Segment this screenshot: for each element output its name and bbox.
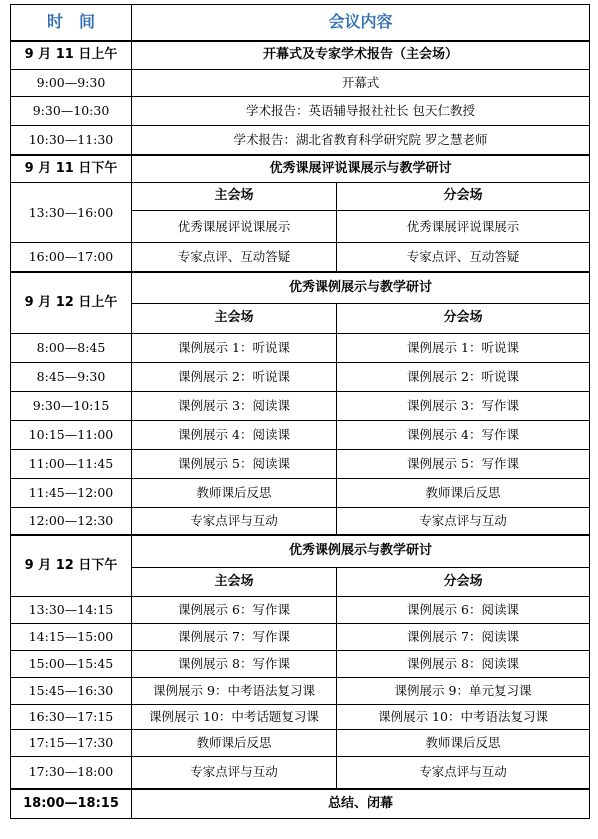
- schedule-row: [11, 597, 590, 624]
- schedule-table: [10, 4, 590, 819]
- schedule-row: [11, 126, 590, 155]
- content-header: 会议内容: [132, 5, 590, 41]
- session-title: 开幕式及专家学术报告（主会场）: [132, 41, 590, 70]
- schedule-row: [11, 334, 590, 363]
- branch-venue-cell: 课例展示 10：中考语法复习课: [337, 705, 590, 730]
- time-cell: 13:30—14:15: [11, 597, 132, 624]
- venue-row: [11, 183, 590, 211]
- time-cell: 11:45—12:00: [11, 479, 132, 508]
- schedule-row: [11, 651, 590, 678]
- time-cell: 10:15—11:00: [11, 421, 132, 450]
- session-label: 9 月 11 日上午: [11, 41, 132, 70]
- schedule-row: [11, 243, 590, 272]
- main-venue-cell: 专家点评、互动答疑: [132, 243, 337, 272]
- main-venue-cell: 课例展示 9：中考语法复习课: [132, 678, 337, 705]
- session-label: 9 月 11 日下午: [11, 155, 132, 183]
- schedule-row: [11, 705, 590, 730]
- branch-venue-cell: 专家点评与互动: [337, 508, 590, 535]
- time-cell: 15:45—16:30: [11, 678, 132, 705]
- branch-venue-cell: 课例展示 5：写作课: [337, 450, 590, 479]
- schedule-row: [11, 421, 590, 450]
- schedule-row: [11, 363, 590, 392]
- content-cell: 学术报告：英语辅导报社社长 包天仁教授: [132, 97, 590, 126]
- branch-venue-cell: 专家点评、互动答疑: [337, 243, 590, 272]
- main-venue-cell: 优秀课展评说课展示: [132, 211, 337, 243]
- time-cell: 14:15—15:00: [11, 624, 132, 651]
- branch-venue-header: 分会场: [337, 568, 590, 597]
- session-title-row: [11, 41, 590, 70]
- branch-venue-cell: 课例展示 7：阅读课: [337, 624, 590, 651]
- branch-venue-cell: 课例展示 8：阅读课: [337, 651, 590, 678]
- main-venue-cell: 教师课后反思: [132, 479, 337, 508]
- branch-venue-cell: 课例展示 4：写作课: [337, 421, 590, 450]
- session-title-row: [11, 272, 590, 304]
- schedule-row: [11, 450, 590, 479]
- main-venue-cell: 课例展示 5：阅读课: [132, 450, 337, 479]
- branch-venue-cell: 教师课后反思: [337, 479, 590, 508]
- branch-venue-cell: 课例展示 6：阅读课: [337, 597, 590, 624]
- header-row: [11, 5, 590, 41]
- main-venue-cell: 课例展示 10：中考话题复习课: [132, 705, 337, 730]
- session-label: 9 月 12 日上午: [11, 272, 132, 334]
- time-cell: 8:00—8:45: [11, 334, 132, 363]
- session-label: 9 月 12 日下午: [11, 535, 132, 597]
- branch-venue-cell: 课例展示 1：听说课: [337, 334, 590, 363]
- main-venue-cell: 专家点评与互动: [132, 757, 337, 789]
- branch-venue-cell: 课例展示 3：写作课: [337, 392, 590, 421]
- time-cell: 17:15—17:30: [11, 730, 132, 757]
- schedule-body: [11, 5, 590, 819]
- schedule-row: [11, 70, 590, 97]
- time-cell: 9:30—10:15: [11, 392, 132, 421]
- branch-venue-header: 分会场: [337, 183, 590, 211]
- branch-venue-cell: 专家点评与互动: [337, 757, 590, 789]
- closing-time: 18:00—18:15: [11, 789, 132, 819]
- time-cell: 10:30—11:30: [11, 126, 132, 155]
- schedule-row: [11, 678, 590, 705]
- schedule-row: [11, 479, 590, 508]
- main-venue-cell: 课例展示 8：写作课: [132, 651, 337, 678]
- schedule-row: [11, 508, 590, 535]
- time-header: 时 间: [11, 5, 132, 41]
- schedule-row: [11, 97, 590, 126]
- schedule-row: [11, 392, 590, 421]
- main-venue-cell: 课例展示 6：写作课: [132, 597, 337, 624]
- main-venue-cell: 课例展示 1：听说课: [132, 334, 337, 363]
- main-venue-cell: 课例展示 7：写作课: [132, 624, 337, 651]
- schedule-row: [11, 730, 590, 757]
- closing-row: [11, 789, 590, 819]
- branch-venue-cell: 优秀课展评说课展示: [337, 211, 590, 243]
- time-cell: 9:00—9:30: [11, 70, 132, 97]
- time-cell: 12:00—12:30: [11, 508, 132, 535]
- closing-content: 总结、闭幕: [132, 789, 590, 819]
- main-venue-header: 主会场: [132, 304, 337, 334]
- main-venue-cell: 专家点评与互动: [132, 508, 337, 535]
- main-venue-cell: 课例展示 4：阅读课: [132, 421, 337, 450]
- branch-venue-cell: 课例展示 2：听说课: [337, 363, 590, 392]
- time-cell: 16:00—17:00: [11, 243, 132, 272]
- schedule-row: [11, 757, 590, 789]
- session-title: 优秀课例展示与教学研讨: [132, 272, 590, 304]
- session-title-row: [11, 535, 590, 568]
- time-cell: 15:00—15:45: [11, 651, 132, 678]
- time-cell: 8:45—9:30: [11, 363, 132, 392]
- schedule-row: [11, 624, 590, 651]
- session-title: 优秀课展评说课展示与教学研讨: [132, 155, 590, 183]
- main-venue-cell: 课例展示 2：听说课: [132, 363, 337, 392]
- content-cell: 学术报告：湖北省教育科学研究院 罗之慧老师: [132, 126, 590, 155]
- branch-venue-cell: 课例展示 9：单元复习课: [337, 678, 590, 705]
- main-venue-header: 主会场: [132, 568, 337, 597]
- main-venue-header: 主会场: [132, 183, 337, 211]
- session-title-row: [11, 155, 590, 183]
- time-cell: 9:30—10:30: [11, 97, 132, 126]
- time-cell: 17:30—18:00: [11, 757, 132, 789]
- time-cell: 13:30—16:00: [11, 183, 132, 243]
- content-cell: 开幕式: [132, 70, 590, 97]
- session-title: 优秀课例展示与教学研讨: [132, 535, 590, 568]
- branch-venue-header: 分会场: [337, 304, 590, 334]
- main-venue-cell: 课例展示 3：阅读课: [132, 392, 337, 421]
- time-cell: 16:30—17:15: [11, 705, 132, 730]
- time-cell: 11:00—11:45: [11, 450, 132, 479]
- main-venue-cell: 教师课后反思: [132, 730, 337, 757]
- branch-venue-cell: 教师课后反思: [337, 730, 590, 757]
